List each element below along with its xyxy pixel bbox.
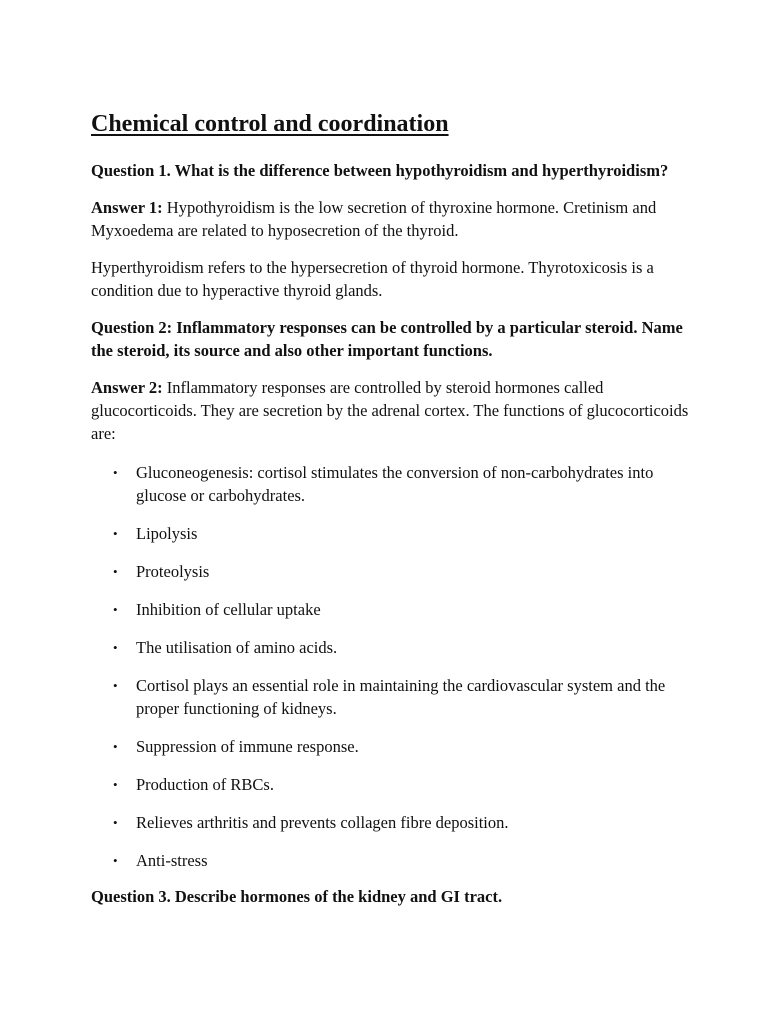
list-item: • Anti-stress <box>113 851 208 870</box>
list-item: • Gluconeogenesis: cortisol stimulates the conversion of non-carbohydrates into glucose or carbohydrates. <box>113 463 654 505</box>
answer-1-text: Hypothyroidism is the low secretion of thyroxine hormone. Cretinism and Myxoedema are related to hyposecretion of the thyroid. <box>91 198 657 240</box>
answer-1-paragraph-2: Hyperthyroidism refers to the hypersecretion of thyroid hormone. Thyrotoxicosis is a condition due to hyperactive thyroid glands. <box>91 258 654 300</box>
answer-1 <box>91 196 691 242</box>
bullet-icon: • <box>113 564 118 579</box>
list-item: • The utilisation of amino acids. <box>113 638 338 657</box>
bullet-icon: • <box>113 465 118 480</box>
bullet-icon: • <box>113 739 118 754</box>
bullet-icon: • <box>113 678 118 693</box>
list-item: • Proteolysis <box>113 562 210 581</box>
question-2: Question 2: Inflammatory responses can be controlled by a particular steroid. Name the steroid, its source and also other important functions. <box>91 318 683 360</box>
list-item: • Production of RBCs. <box>113 775 274 794</box>
list-item: • Relieves arthritis and prevents collagen fibre deposition. <box>113 813 509 832</box>
bullet-icon: • <box>113 602 118 617</box>
document-page <box>91 108 691 925</box>
list-item: • Suppression of immune response. <box>113 737 359 756</box>
list-item: • Lipolysis <box>113 524 198 543</box>
bullet-icon: • <box>113 777 118 792</box>
question-3: Question 3. Describe hormones of the kidney and GI tract. <box>91 887 503 906</box>
bullet-icon: • <box>113 815 118 830</box>
bullet-icon: • <box>113 853 118 868</box>
answer-2-label: Answer 2: <box>91 378 163 397</box>
glucocorticoid-functions-list <box>91 461 691 872</box>
bullet-icon: • <box>113 526 118 541</box>
answer-2 <box>91 376 691 445</box>
question-1: Question 1. What is the difference between hypothyroidism and hyperthyroidism? <box>91 161 669 180</box>
answer-2-text: Inflammatory responses are controlled by steroid hormones called glucocorticoids. They are secretion by the adrenal cortex. The functions of glucocorticoids are: <box>91 378 689 443</box>
list-item: • Inhibition of cellular uptake <box>113 600 321 619</box>
bullet-icon: • <box>113 640 118 655</box>
answer-1-label: Answer 1: <box>91 198 163 217</box>
list-item: • Cortisol plays an essential role in maintaining the cardiovascular system and the proper functioning of kidneys. <box>113 676 666 718</box>
page-title: Chemical control and coordination <box>91 111 449 137</box>
